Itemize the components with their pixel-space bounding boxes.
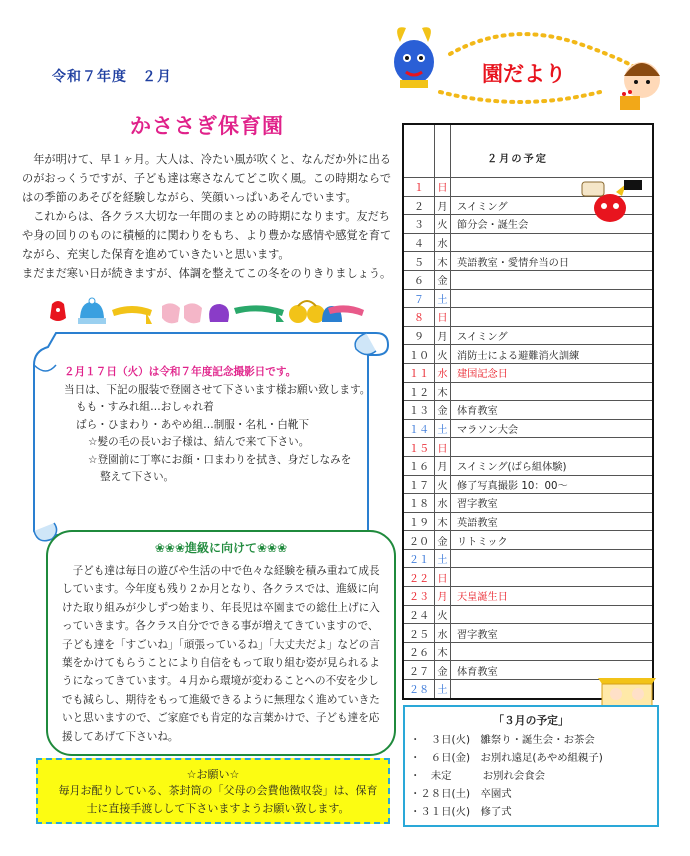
march-plan-item: ・３１日(火) 修了式	[410, 806, 512, 818]
schedule-weekday: 木	[435, 512, 451, 531]
schedule-day: １０	[403, 345, 435, 364]
request-text: 毎月お配りしている、茶封筒の「父母の会費他徴収袋」は、保育士に直接手渡しして下さいますようお願い致します。	[58, 784, 378, 815]
schedule-event	[451, 233, 654, 252]
schedule-weekday: 土	[435, 289, 451, 308]
schedule-row	[403, 438, 653, 457]
school-name: かささぎ保育園	[130, 114, 284, 138]
schedule-day: １８	[403, 494, 435, 513]
schedule-row	[403, 382, 653, 401]
schedule-weekday: 火	[435, 345, 451, 364]
schedule-event	[451, 568, 654, 587]
schedule-weekday: 月	[435, 326, 451, 345]
header-day-cell	[403, 124, 435, 178]
schedule-weekday: 日	[435, 178, 451, 197]
demon-oni-icon	[394, 27, 434, 88]
schedule-event: 英語教室	[451, 512, 654, 531]
progression-text: 子ども達は毎日の遊びや生活の中で色々な経験を積み重ねて成長しています。今年度も残り２か月となり、各クラスでは、進級に向けた取り組みが少しずつ始まり、年長児は卒園までの総仕上げに入っていきます。各クラス自分でできる事が増えてきていますので、子ども達を「すごいね」「頑張っているね」「大丈夫だよ」などの言葉をかけてもらうことにより自信をもって取り組む姿が見られるようになってきています。４月から環境が変わることへの不安を少しでも減らし、期待をもって進級できるように無理なく進めていきたいと思いますので、ご家庭でも肯定的な言葉かけで、子ども達を応援してあげて下さいね。	[62, 565, 380, 743]
schedule-row	[403, 270, 653, 289]
schedule-day: ２７	[403, 661, 435, 680]
schedule-day: １６	[403, 456, 435, 475]
schedule-day: ２５	[403, 624, 435, 643]
request-title: ☆お願い☆	[186, 768, 240, 781]
schedule-row	[403, 512, 653, 531]
schedule-event: スイミング	[451, 196, 654, 215]
notice-line: ばら・ひまわり・あやめ組…制服・名札・白靴下	[76, 418, 310, 431]
green-scarf-icon	[234, 305, 284, 322]
schedule-weekday: 水	[435, 363, 451, 382]
schedule-weekday: 木	[435, 382, 451, 401]
schedule-event	[451, 270, 654, 289]
schedule-day: １２	[403, 382, 435, 401]
oni-mask-icon	[578, 178, 646, 228]
schedule-row	[403, 252, 653, 271]
schedule-event	[451, 308, 654, 327]
schedule-weekday: 月	[435, 456, 451, 475]
intro-paragraph: まだまだ寒い日が続きますが、体調を整えてこの冬をのりきりましょう。	[22, 267, 392, 280]
knit-hat-icon	[78, 298, 106, 324]
schedule-row	[403, 233, 653, 252]
schedule-title: ２月の予定	[451, 124, 654, 178]
notice-line: ☆髪の毛の長いお子様は、結んで来て下さい。	[88, 436, 310, 448]
schedule-event: スイミング	[451, 326, 654, 345]
schedule-event	[451, 605, 654, 624]
notice-line: ☆登園前に丁寧にお顔・口まわりを拭き、身だしなみを	[88, 453, 352, 466]
schedule-row	[403, 401, 653, 420]
schedule-weekday: 火	[435, 605, 451, 624]
schedule-day: ３	[403, 215, 435, 234]
schedule-header-row	[403, 124, 653, 178]
child-throwing-beans-icon	[620, 62, 660, 110]
gloves-icon	[162, 303, 202, 323]
schedule-weekday: 土	[435, 549, 451, 568]
schedule-event: リトミック	[451, 531, 654, 550]
schedule-day: １	[403, 178, 435, 197]
schedule-row	[403, 531, 653, 550]
march-plan-item: ・ 未定 お別れ会食会	[410, 770, 546, 782]
schedule-weekday: 水	[435, 494, 451, 513]
schedule-event: 体育教室	[451, 401, 654, 420]
schedule-row	[403, 494, 653, 513]
schedule-day: ９	[403, 326, 435, 345]
schedule-day: ７	[403, 289, 435, 308]
schedule-day: １１	[403, 363, 435, 382]
schedule-day: ２８	[403, 680, 435, 699]
schedule-row	[403, 419, 653, 438]
schedule-event: スイミング(ばら組体験)	[451, 456, 654, 475]
schedule-weekday: 日	[435, 438, 451, 457]
schedule-event	[451, 642, 654, 661]
schedule-weekday: 日	[435, 568, 451, 587]
schedule-row	[403, 345, 653, 364]
schedule-day: ６	[403, 270, 435, 289]
schedule-day: １７	[403, 475, 435, 494]
notice-headline: ２月１７日（火）は令和７年度記念撮影日です。	[64, 366, 297, 378]
schedule-event	[451, 438, 654, 457]
schedule-event: 習字教室	[451, 624, 654, 643]
newsletter-title: 園だより	[482, 62, 566, 86]
schedule-row	[403, 308, 653, 327]
schedule-event: マラソン大会	[451, 419, 654, 438]
schedule-weekday: 火	[435, 215, 451, 234]
march-plan-title: 「３月の予定」	[493, 714, 569, 727]
schedule-row	[403, 605, 653, 624]
intro-text	[22, 150, 394, 283]
progression-title: ❀❀❀進級に向けて❀❀❀	[154, 541, 288, 555]
schedule-row	[403, 475, 653, 494]
march-plan-item: ・ ６日(金) お別れ遠足(あやめ組親子)	[410, 752, 603, 764]
schedule-weekday: 金	[435, 401, 451, 420]
schedule-row	[403, 549, 653, 568]
schedule-event: 英語教室・愛情弁当の日	[451, 252, 654, 271]
intro-paragraph: これからは、各クラス大切な一年間のまとめの時期になります。友だちや身の回りのものに積極的に関わりをもち、より豊かな感情や感覚を育てながら、充実した保育を進めていきたいと思います。	[22, 210, 392, 261]
schedule-row	[403, 456, 653, 475]
schedule-day: １９	[403, 512, 435, 531]
schedule-weekday: 金	[435, 531, 451, 550]
schedule-day: １５	[403, 438, 435, 457]
notice-line: 整えて下さい。	[100, 471, 175, 483]
schedule-day: １４	[403, 419, 435, 438]
purple-mitten-icon	[209, 304, 229, 322]
schedule-event	[451, 549, 654, 568]
schedule-weekday: 木	[435, 252, 451, 271]
schedule-row	[403, 624, 653, 643]
schedule-weekday: 土	[435, 419, 451, 438]
schedule-weekday: 金	[435, 270, 451, 289]
schedule-event: 体育教室	[451, 661, 654, 680]
photo-day-notice	[64, 364, 382, 487]
schedule-event	[451, 289, 654, 308]
schedule-row	[403, 289, 653, 308]
schedule-weekday: 日	[435, 308, 451, 327]
schedule-event: 消防士による避難消火訓練	[451, 345, 654, 364]
schedule-row	[403, 568, 653, 587]
march-plan-item: ・ ３日(火) 雛祭り・誕生会・お茶会	[410, 734, 595, 746]
schedule-day: ８	[403, 308, 435, 327]
schedule-weekday: 金	[435, 661, 451, 680]
schedule-row	[403, 587, 653, 606]
schedule-weekday: 水	[435, 624, 451, 643]
schedule-event	[451, 382, 654, 401]
schedule-event: 修了写真撮影 10：00～	[451, 475, 654, 494]
schedule-weekday: 月	[435, 196, 451, 215]
schedule-event: 習字教室	[451, 494, 654, 513]
mitten-icon	[50, 301, 66, 321]
schedule-day: １３	[403, 401, 435, 420]
schedule-day: ５	[403, 252, 435, 271]
schedule-row	[403, 326, 653, 345]
winter-items-decoration	[46, 296, 366, 328]
schedule-weekday: 土	[435, 680, 451, 699]
schedule-event: 天皇誕生日	[451, 587, 654, 606]
fiscal-year-month: 令和７年度 ２月	[52, 69, 172, 85]
schedule-day: ２３	[403, 587, 435, 606]
schedule-weekday: 火	[435, 475, 451, 494]
schedule-row	[403, 363, 653, 382]
march-plan-item: ・２８日(土) 卒園式	[410, 788, 512, 800]
schedule-weekday: 木	[435, 642, 451, 661]
march-plan-list	[410, 731, 656, 821]
intro-paragraph: 年が明けて、早１ヶ月。大人は、冷たい風が吹くと、なんだか外に出るのがおっくうですが、子ども達は寒さなんてどこ吹く風。この時期ならではの季節のあそびを経験しながら、笑顔いっぱいあそんでいます。	[22, 153, 392, 204]
schedule-event: 節分会・誕生会	[451, 215, 654, 234]
schedule-day: ４	[403, 233, 435, 252]
schedule-day: ２	[403, 196, 435, 215]
schedule-day: ２６	[403, 642, 435, 661]
schedule-weekday: 月	[435, 587, 451, 606]
schedule-day: ２１	[403, 549, 435, 568]
header-weekday-cell	[435, 124, 451, 178]
notice-line: 当日は、下記の服装で登園させて下さいます様お願い致します。	[64, 383, 371, 396]
schedule-event: 建国記念日	[451, 363, 654, 382]
earmuffs-icon	[289, 301, 325, 323]
schedule-weekday: 水	[435, 233, 451, 252]
schedule-day: ２４	[403, 605, 435, 624]
schedule-day: ２２	[403, 568, 435, 587]
schedule-row	[403, 642, 653, 661]
schedule-day: ２０	[403, 531, 435, 550]
notice-line: もも・すみれ組…おしゃれ着	[76, 401, 214, 413]
scarf-icon	[112, 306, 152, 324]
